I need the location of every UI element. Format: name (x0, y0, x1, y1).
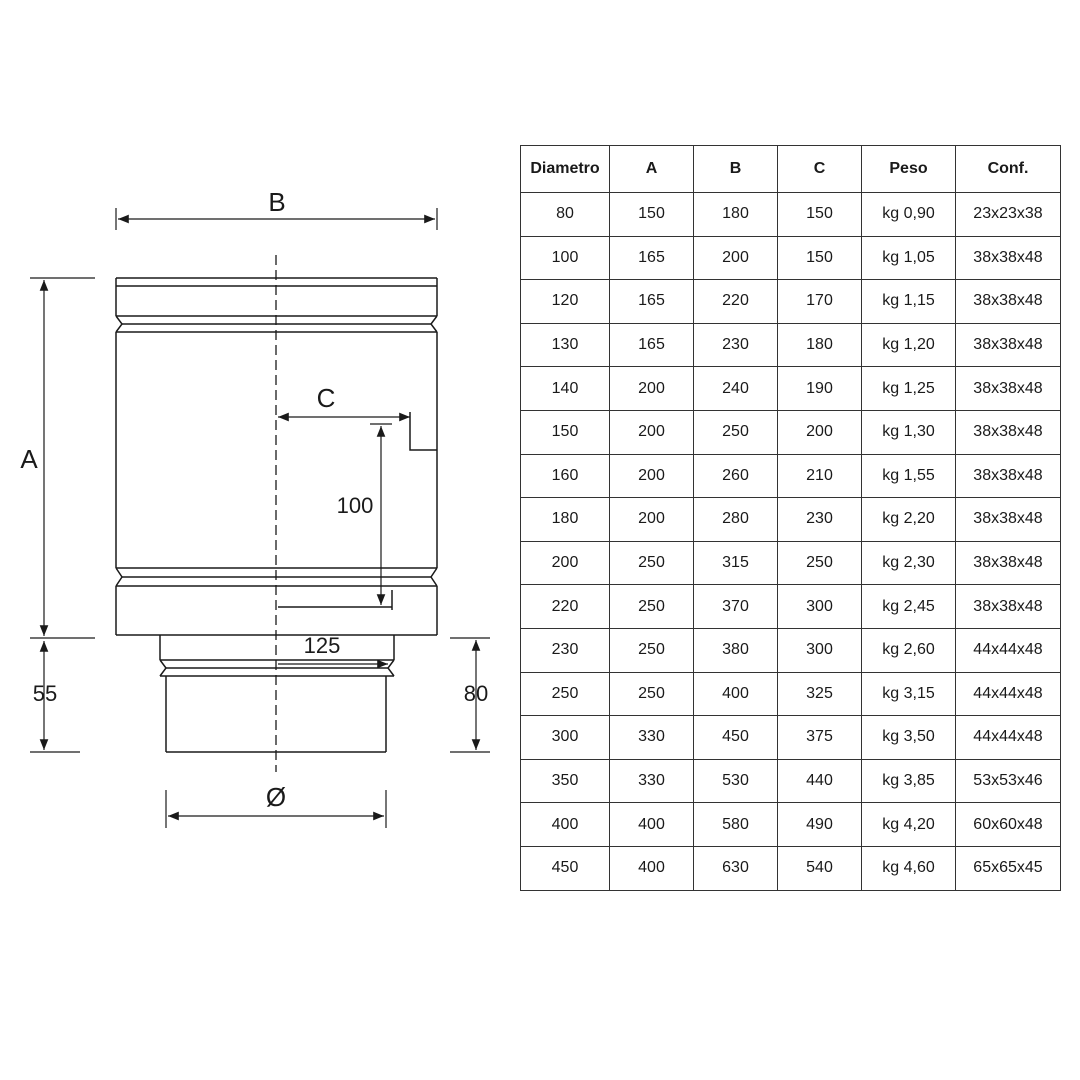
cell-peso: kg 2,30 (862, 541, 956, 585)
cell-conf: 38x38x48 (956, 236, 1061, 280)
cell-diametro: 220 (521, 585, 610, 629)
table-row (521, 323, 1061, 367)
cell-conf: 38x38x48 (956, 323, 1061, 367)
cell-diametro: 150 (521, 410, 610, 454)
cell-conf: 38x38x48 (956, 367, 1061, 411)
table-row (521, 367, 1061, 411)
cell-b: 200 (694, 236, 778, 280)
cell-c: 375 (778, 716, 862, 760)
cell-peso: kg 0,90 (862, 193, 956, 237)
table-row (521, 541, 1061, 585)
cell-a: 165 (610, 236, 694, 280)
table-row (521, 280, 1061, 324)
header-peso: Peso (862, 146, 956, 193)
cell-conf: 38x38x48 (956, 280, 1061, 324)
cell-a: 200 (610, 410, 694, 454)
cell-peso: kg 3,15 (862, 672, 956, 716)
cell-peso: kg 4,20 (862, 803, 956, 847)
cell-peso: kg 1,30 (862, 410, 956, 454)
cell-conf: 23x23x38 (956, 193, 1061, 237)
cell-peso: kg 1,25 (862, 367, 956, 411)
cell-a: 250 (610, 541, 694, 585)
cell-a: 200 (610, 454, 694, 498)
table-row (521, 803, 1061, 847)
cell-peso: kg 4,60 (862, 846, 956, 890)
cell-a: 330 (610, 716, 694, 760)
cell-b: 250 (694, 410, 778, 454)
cell-c: 200 (778, 410, 862, 454)
cell-conf: 38x38x48 (956, 541, 1061, 585)
cell-c: 540 (778, 846, 862, 890)
cell-b: 530 (694, 759, 778, 803)
cell-diametro: 400 (521, 803, 610, 847)
technical-drawing (0, 0, 520, 1080)
cell-a: 165 (610, 280, 694, 324)
table-row (521, 585, 1061, 629)
cell-b: 180 (694, 193, 778, 237)
cell-diametro: 300 (521, 716, 610, 760)
cell-b: 400 (694, 672, 778, 716)
cell-diametro: 120 (521, 280, 610, 324)
cell-diametro: 130 (521, 323, 610, 367)
cell-c: 170 (778, 280, 862, 324)
cell-a: 400 (610, 803, 694, 847)
cell-c: 150 (778, 193, 862, 237)
cell-conf: 44x44x48 (956, 716, 1061, 760)
cell-b: 580 (694, 803, 778, 847)
dim-label-b: B (268, 187, 286, 217)
cell-conf: 65x65x45 (956, 846, 1061, 890)
cell-diametro: 100 (521, 236, 610, 280)
cell-b: 315 (694, 541, 778, 585)
cell-diametro: 250 (521, 672, 610, 716)
cell-diametro: 350 (521, 759, 610, 803)
table-row (521, 759, 1061, 803)
table-row (521, 628, 1061, 672)
dimension-table (520, 145, 1061, 891)
table-body (521, 193, 1061, 891)
header-conf: Conf. (956, 146, 1061, 193)
cell-b: 370 (694, 585, 778, 629)
cell-b: 240 (694, 367, 778, 411)
cell-c: 230 (778, 498, 862, 542)
cell-c: 250 (778, 541, 862, 585)
cell-peso: kg 2,20 (862, 498, 956, 542)
table-header-row (521, 146, 1061, 193)
cell-diametro: 200 (521, 541, 610, 585)
cell-peso: kg 1,15 (862, 280, 956, 324)
cell-c: 300 (778, 585, 862, 629)
cell-b: 260 (694, 454, 778, 498)
cell-b: 630 (694, 846, 778, 890)
cell-peso: kg 3,50 (862, 716, 956, 760)
dim-label-a: A (20, 444, 38, 474)
dim-label-125: 125 (303, 633, 341, 658)
cell-c: 440 (778, 759, 862, 803)
table-row (521, 716, 1061, 760)
cell-conf: 53x53x46 (956, 759, 1061, 803)
cell-conf: 44x44x48 (956, 628, 1061, 672)
cell-b: 380 (694, 628, 778, 672)
cell-diametro: 80 (521, 193, 610, 237)
cell-a: 150 (610, 193, 694, 237)
cell-c: 180 (778, 323, 862, 367)
cell-conf: 38x38x48 (956, 498, 1061, 542)
cell-b: 280 (694, 498, 778, 542)
cell-c: 150 (778, 236, 862, 280)
cell-peso: kg 1,20 (862, 323, 956, 367)
cell-diametro: 140 (521, 367, 610, 411)
cell-a: 165 (610, 323, 694, 367)
cell-conf: 38x38x48 (956, 585, 1061, 629)
table-row (521, 454, 1061, 498)
cell-peso: kg 1,55 (862, 454, 956, 498)
cell-a: 250 (610, 628, 694, 672)
cell-conf: 38x38x48 (956, 410, 1061, 454)
header-c: C (778, 146, 862, 193)
cell-c: 325 (778, 672, 862, 716)
header-b: B (694, 146, 778, 193)
cell-c: 190 (778, 367, 862, 411)
dim-label-80: 80 (463, 681, 489, 706)
cell-peso: kg 2,60 (862, 628, 956, 672)
cell-c: 490 (778, 803, 862, 847)
cell-conf: 38x38x48 (956, 454, 1061, 498)
cell-diametro: 180 (521, 498, 610, 542)
cell-a: 250 (610, 585, 694, 629)
header-a: A (610, 146, 694, 193)
cell-a: 250 (610, 672, 694, 716)
table-row (521, 193, 1061, 237)
cell-a: 400 (610, 846, 694, 890)
cell-conf: 60x60x48 (956, 803, 1061, 847)
cell-a: 200 (610, 498, 694, 542)
cell-diametro: 450 (521, 846, 610, 890)
cell-diametro: 230 (521, 628, 610, 672)
dim-label-100: 100 (336, 493, 374, 518)
cell-b: 450 (694, 716, 778, 760)
cell-c: 300 (778, 628, 862, 672)
dim-label-55: 55 (32, 681, 58, 706)
cell-peso: kg 3,85 (862, 759, 956, 803)
table-row (521, 410, 1061, 454)
table-row (521, 236, 1061, 280)
table-row (521, 498, 1061, 542)
dim-label-c: C (316, 383, 336, 413)
cell-c: 210 (778, 454, 862, 498)
cell-diametro: 160 (521, 454, 610, 498)
dim-label-diameter: Ø (265, 782, 287, 812)
table-row (521, 846, 1061, 890)
dimension-lines (30, 208, 490, 828)
cell-conf: 44x44x48 (956, 672, 1061, 716)
cell-peso: kg 2,45 (862, 585, 956, 629)
cell-a: 330 (610, 759, 694, 803)
cell-b: 220 (694, 280, 778, 324)
cell-peso: kg 1,05 (862, 236, 956, 280)
cell-b: 230 (694, 323, 778, 367)
table-row (521, 672, 1061, 716)
cell-a: 200 (610, 367, 694, 411)
header-diametro: Diametro (521, 146, 610, 193)
